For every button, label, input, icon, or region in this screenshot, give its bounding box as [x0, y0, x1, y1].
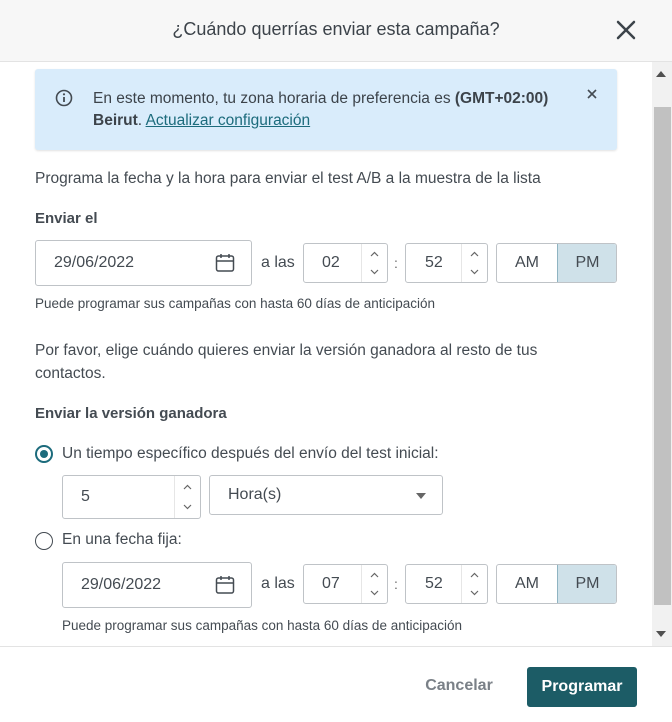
at-label: a las [261, 575, 295, 592]
fixed-minute-arrows[interactable] [461, 565, 487, 603]
winner-label: Enviar la versión ganadora [35, 405, 227, 422]
am-option[interactable]: AM [515, 575, 539, 592]
scroll-up-icon[interactable] [656, 71, 666, 77]
fixed-hour-value: 07 [322, 575, 340, 592]
time-colon: : [394, 255, 398, 271]
fixed-ampm-toggle [496, 564, 617, 604]
send-on-label: Enviar el [35, 210, 98, 227]
amount-value: 5 [81, 488, 90, 505]
chevron-up-icon[interactable] [470, 571, 479, 580]
banner-text-after: . [137, 112, 146, 129]
radio-after-time[interactable] [35, 445, 53, 463]
radio-after-time-label[interactable]: Un tiempo específico después del envío del test inicial: [62, 445, 439, 462]
pm-option[interactable]: PM [557, 244, 617, 282]
dialog-title: ¿Cuándo querrías enviar esta campaña? [172, 19, 500, 39]
radio-fixed-date-label[interactable]: En una fecha fija: [62, 531, 182, 548]
chevron-up-icon[interactable] [370, 250, 379, 259]
send-date-value: 29/06/2022 [54, 254, 135, 271]
banner-close-icon[interactable] [585, 87, 599, 101]
chevron-down-icon[interactable] [370, 267, 379, 276]
send-hint: Puede programar sus campañas con hasta 60 días de anticipación [35, 296, 435, 311]
winner-intro: Por favor, elige cuándo quieres enviar la versión ganadora al resto de tus contactos. [35, 342, 538, 382]
chevron-up-icon[interactable] [370, 571, 379, 580]
send-minute-value: 52 [425, 254, 443, 271]
fixed-hour-stepper[interactable] [303, 564, 388, 604]
amount-stepper[interactable] [62, 475, 201, 519]
unit-select[interactable] [209, 475, 443, 515]
close-icon[interactable] [612, 16, 640, 44]
radio-fixed-date[interactable] [35, 532, 53, 550]
scrollbar-thumb[interactable] [654, 107, 671, 605]
dialog-body [0, 62, 672, 646]
fixed-hint: Puede programar sus campañas con hasta 60 días de anticipación [62, 618, 462, 633]
time-colon: : [394, 576, 398, 592]
amount-stepper-arrows[interactable] [174, 476, 200, 518]
cancel-button[interactable]: Cancelar [425, 677, 493, 694]
minute-stepper-arrows[interactable] [461, 244, 487, 282]
at-label: a las [261, 254, 295, 271]
send-date-input[interactable] [35, 240, 252, 286]
scroll-down-icon[interactable] [656, 631, 666, 637]
update-settings-link[interactable]: Actualizar configuración [145, 112, 311, 129]
banner-timezone: (GMT+02:00) Beirut [93, 90, 549, 129]
fixed-hour-arrows[interactable] [361, 565, 387, 603]
fixed-minute-stepper[interactable] [405, 564, 488, 604]
banner-message [93, 88, 573, 132]
chevron-up-icon[interactable] [470, 250, 479, 259]
calendar-icon[interactable] [215, 575, 235, 595]
schedule-button[interactable]: Programar [527, 667, 637, 707]
chevron-down-icon[interactable] [470, 267, 479, 276]
chevron-down-icon[interactable] [183, 502, 192, 511]
dialog-header [0, 0, 672, 62]
send-ampm-toggle [496, 243, 617, 283]
chevron-down-icon[interactable] [370, 588, 379, 597]
fixed-date-input[interactable] [62, 562, 252, 608]
am-option[interactable]: AM [515, 254, 539, 271]
chevron-up-icon[interactable] [183, 483, 192, 492]
send-hour-stepper[interactable] [303, 243, 388, 283]
schedule-intro: Programa la fecha y la hora para enviar el test A/B a la muestra de la lista [35, 170, 541, 187]
dialog-footer [0, 646, 672, 722]
send-hour-value: 02 [322, 254, 340, 271]
unit-select-value: Hora(s) [228, 486, 282, 503]
chevron-down-icon [416, 493, 426, 499]
pm-option[interactable]: PM [557, 565, 617, 603]
hour-stepper-arrows[interactable] [361, 244, 387, 282]
info-icon [55, 89, 73, 107]
fixed-minute-value: 52 [425, 575, 443, 592]
banner-text: En este momento, tu zona horaria de preferencia es [93, 90, 455, 107]
send-minute-stepper[interactable] [405, 243, 488, 283]
calendar-icon[interactable] [215, 253, 235, 273]
chevron-down-icon[interactable] [470, 588, 479, 597]
fixed-date-value: 29/06/2022 [81, 576, 162, 593]
timezone-banner [35, 69, 617, 150]
